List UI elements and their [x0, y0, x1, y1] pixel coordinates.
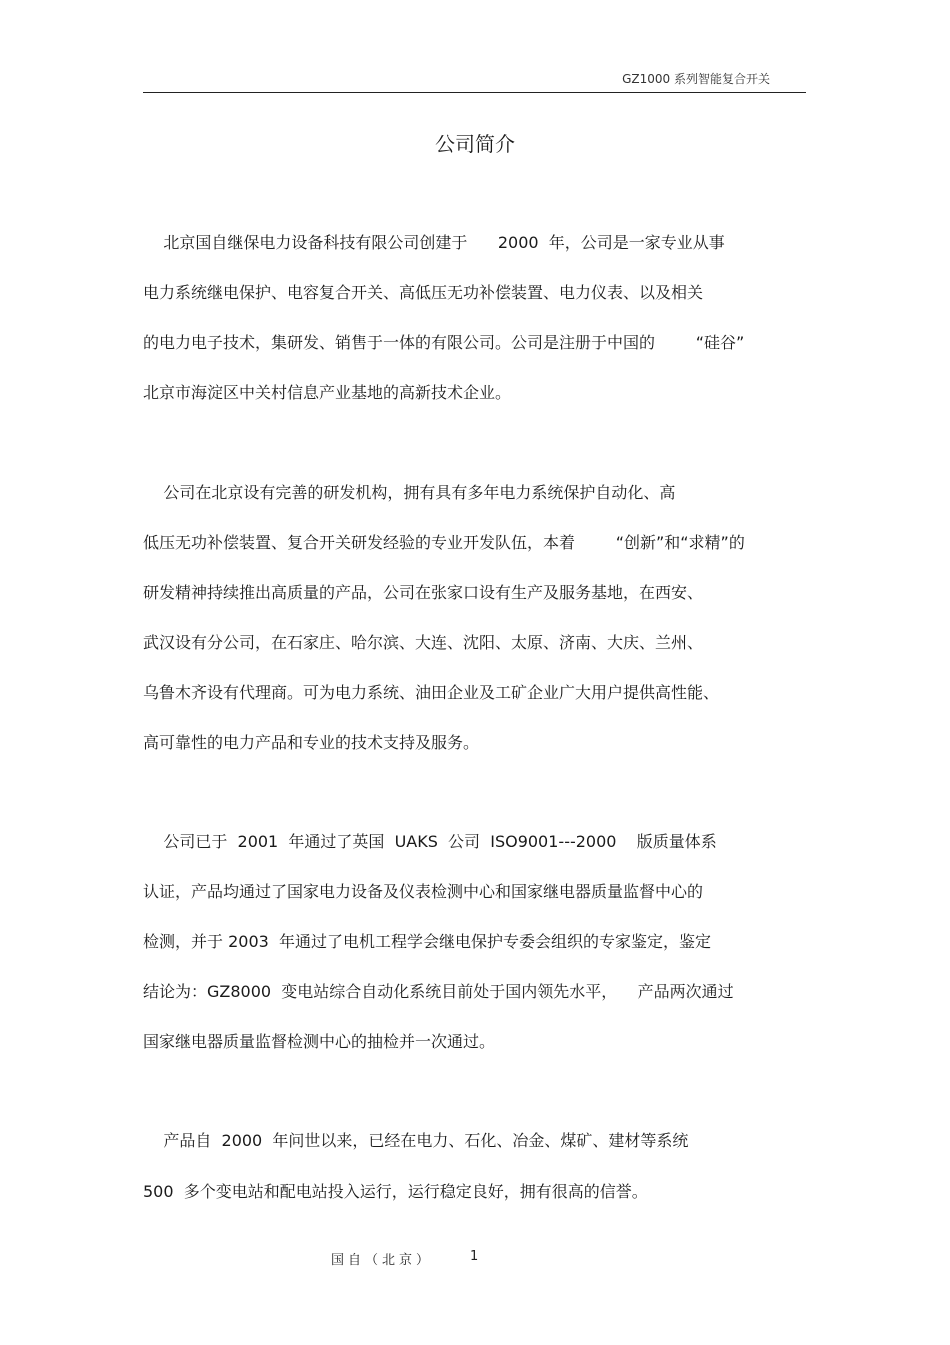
- paragraph-line: 北京国自继保电力设备科技有限公司创建于 2000 年，公司是一家专业从事: [143, 233, 725, 252]
- paragraph-line: 结论为：GZ8000 变电站综合自动化系统目前处于国内领先水平， 产品两次通过: [143, 982, 734, 1001]
- footer-company: 国自（北京）: [331, 1253, 434, 1268]
- paragraph-line: 低压无功补偿装置、复合开关研发经验的专业开发队伍，本着 “创新”和“求精”的: [143, 533, 745, 552]
- paragraph-line: 产品自 2000 年问世以来，已经在电力、石化、冶金、煤矿、建材等系统: [143, 1131, 689, 1150]
- paragraph-line: 武汉设有分公司，在石家庄、哈尔滨、大连、沈阳、太原、济南、大庆、兰州、: [143, 633, 704, 652]
- header-text: GZ1000 系列智能复合开关: [622, 72, 770, 86]
- paragraph-line: 公司在北京设有完善的研发机构，拥有具有多年电力系统保护自动化、高: [143, 483, 676, 502]
- paragraph-line: 500 多个变电站和配电站投入运行，运行稳定良好，拥有很高的信誉。: [143, 1182, 648, 1201]
- paragraph-line: 的电力电子技术，集研发、销售于一体的有限公司。公司是注册于中国的 “硅谷”: [143, 333, 745, 352]
- paragraph-line: 北京市海淀区中关村信息产业基地的高新技术企业。: [143, 383, 512, 402]
- paragraph-line: 研发精神持续推出高质量的产品，公司在张家口设有生产及服务基地，在西安、: [143, 583, 704, 602]
- paragraph-line: 电力系统继电保护、电容复合开关、高低压无功补偿装置、电力仪表、以及相关: [143, 283, 704, 302]
- paragraph-line: 乌鲁木齐设有代理商。可为电力系统、油田企业及工矿企业广大用户提供高性能、: [143, 683, 720, 702]
- paragraph-line: 认证，产品均通过了国家电力设备及仪表检测中心和国家继电器质量监督中心的: [143, 882, 704, 901]
- paragraph-line: 公司已于 2001 年通过了英国 UAKS 公司 ISO9001---2000 版质量体系: [143, 832, 717, 851]
- paragraph-line: 检测，并于 2003 年通过了电机工程学会继电保护专委会组织的专家鉴定，鉴定: [143, 932, 711, 951]
- paragraph-line: 高可靠性的电力产品和专业的技术支持及服务。: [143, 733, 480, 752]
- page-number: 1: [470, 1249, 479, 1264]
- page-title: 公司简介: [435, 132, 515, 156]
- page-header: [143, 70, 806, 93]
- paragraph-line: 国家继电器质量监督检测中心的抽检并一次通过。: [143, 1032, 496, 1051]
